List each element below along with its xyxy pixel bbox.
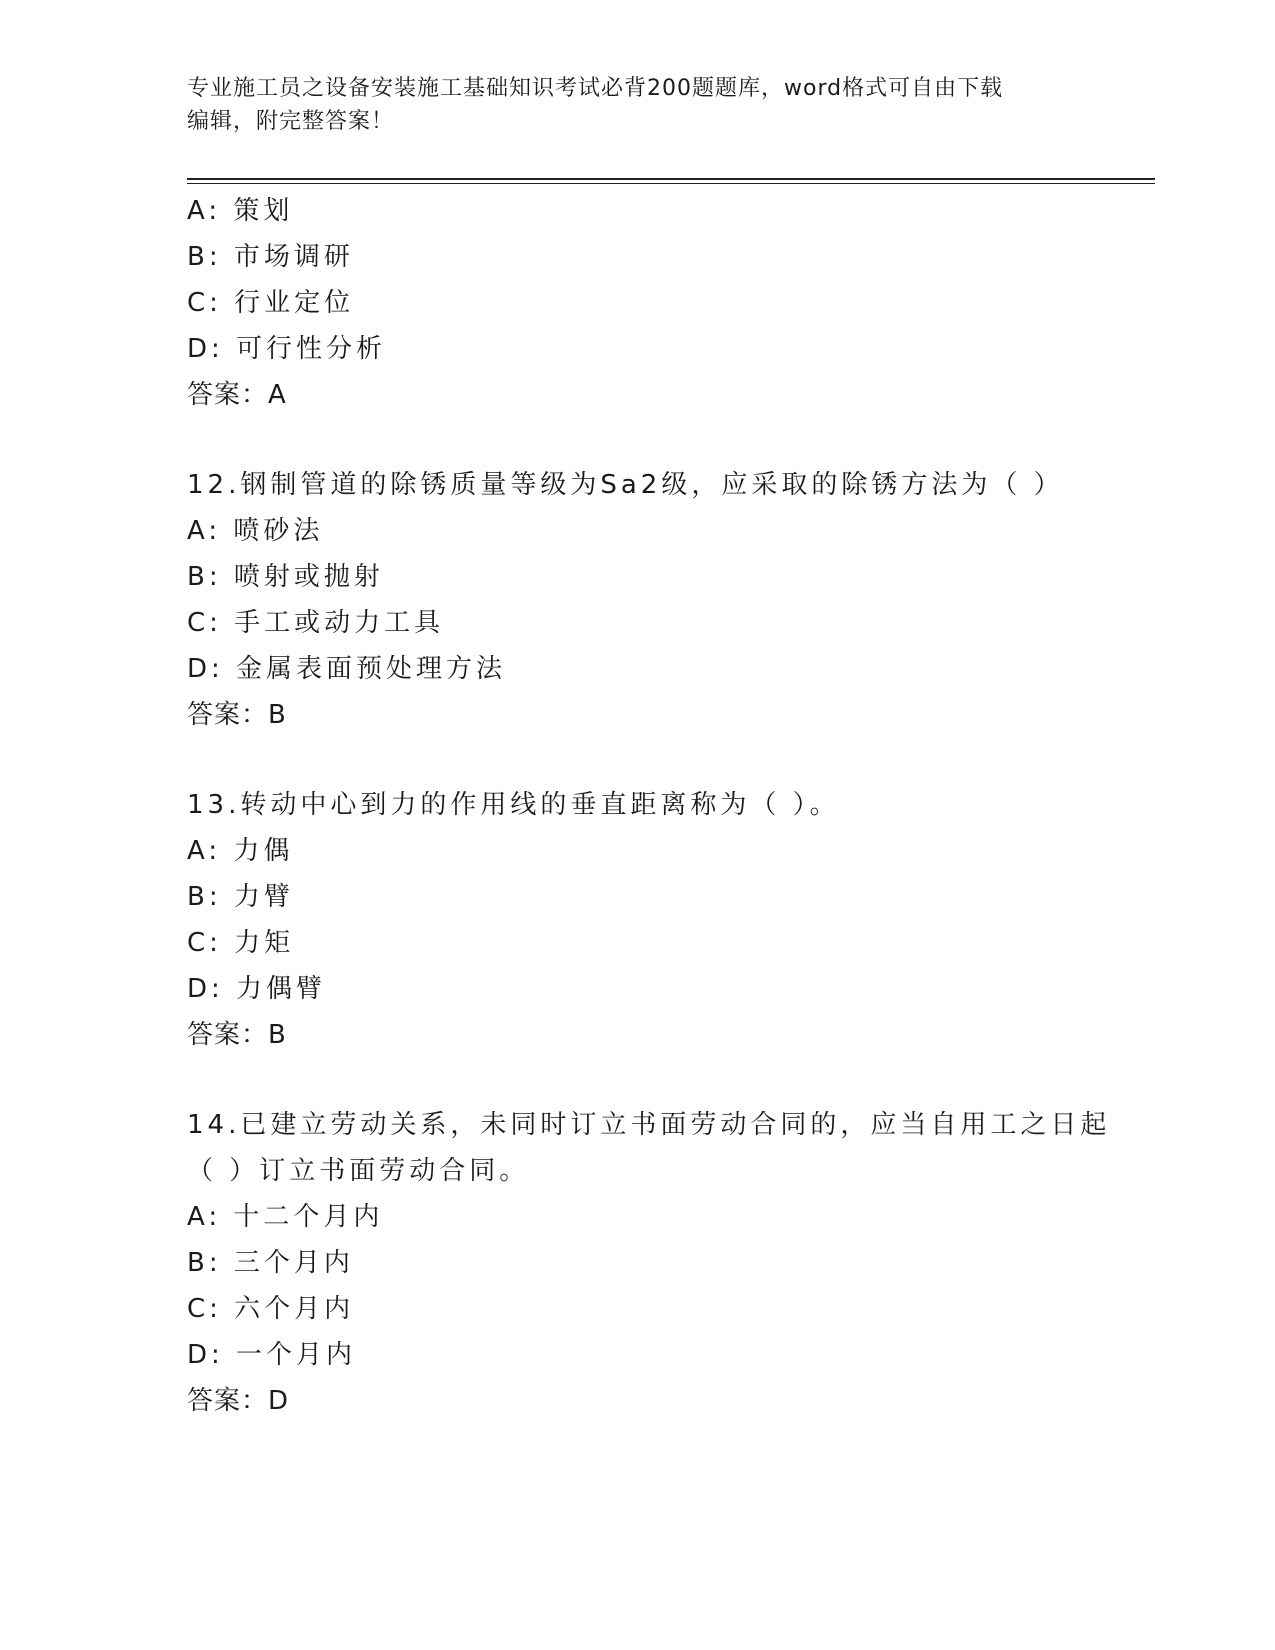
option-d: D: 力偶臂 (187, 974, 327, 1004)
spacer (187, 418, 1087, 462)
answer: 答案：B (187, 1020, 287, 1050)
option-a: A: 策划 (187, 196, 294, 226)
option-d: D: 一个月内 (187, 1340, 357, 1370)
question-list (187, 188, 1111, 1424)
answer: 答案：D (187, 1386, 290, 1416)
option-b: B: 力臂 (187, 882, 294, 912)
spacer (187, 1058, 1087, 1102)
question-text: 13.转动中心到力的作用线的垂直距离称为（ ）。 (187, 790, 840, 820)
question-13 (187, 782, 1087, 1058)
option-a: A: 十二个月内 (187, 1202, 384, 1232)
question-12 (187, 462, 1087, 738)
spacer (187, 738, 1087, 782)
question-text-line-2: （ ）订立书面劳动合同。 (187, 1156, 530, 1186)
header-line-1: 专业施工员之设备安装施工基础知识考试必背200题题库，word格式可自由下载 (187, 76, 1004, 101)
option-a: A: 喷砂法 (187, 516, 324, 546)
question-14 (187, 1102, 1111, 1424)
option-b: B: 喷射或抛射 (187, 562, 384, 592)
option-c: C: 行业定位 (187, 288, 355, 318)
document-header (187, 72, 1087, 138)
answer: 答案：A (187, 380, 287, 410)
option-c: C: 六个月内 (187, 1294, 355, 1324)
option-c: C: 力矩 (187, 928, 295, 958)
option-d: D: 可行性分析 (187, 334, 387, 364)
option-b: B: 市场调研 (187, 242, 354, 272)
option-b: B: 三个月内 (187, 1248, 354, 1278)
option-a: A: 力偶 (187, 836, 294, 866)
question-text-line-1: 14.已建立劳动关系，未同时订立书面劳动合同的，应当自用工之日起 (187, 1110, 1111, 1140)
header-line-2: 编辑，附完整答案！ (187, 109, 395, 134)
option-c: C: 手工或动力工具 (187, 608, 445, 638)
header-divider-thick (187, 178, 1155, 180)
header-divider-thin (187, 183, 1155, 184)
answer: 答案：B (187, 700, 287, 730)
question-text: 12.钢制管道的除锈质量等级为Sa2级，应采取的除锈方法为（ ） (187, 470, 1064, 500)
question-11 (187, 188, 1087, 418)
option-d: D: 金属表面预处理方法 (187, 654, 507, 684)
